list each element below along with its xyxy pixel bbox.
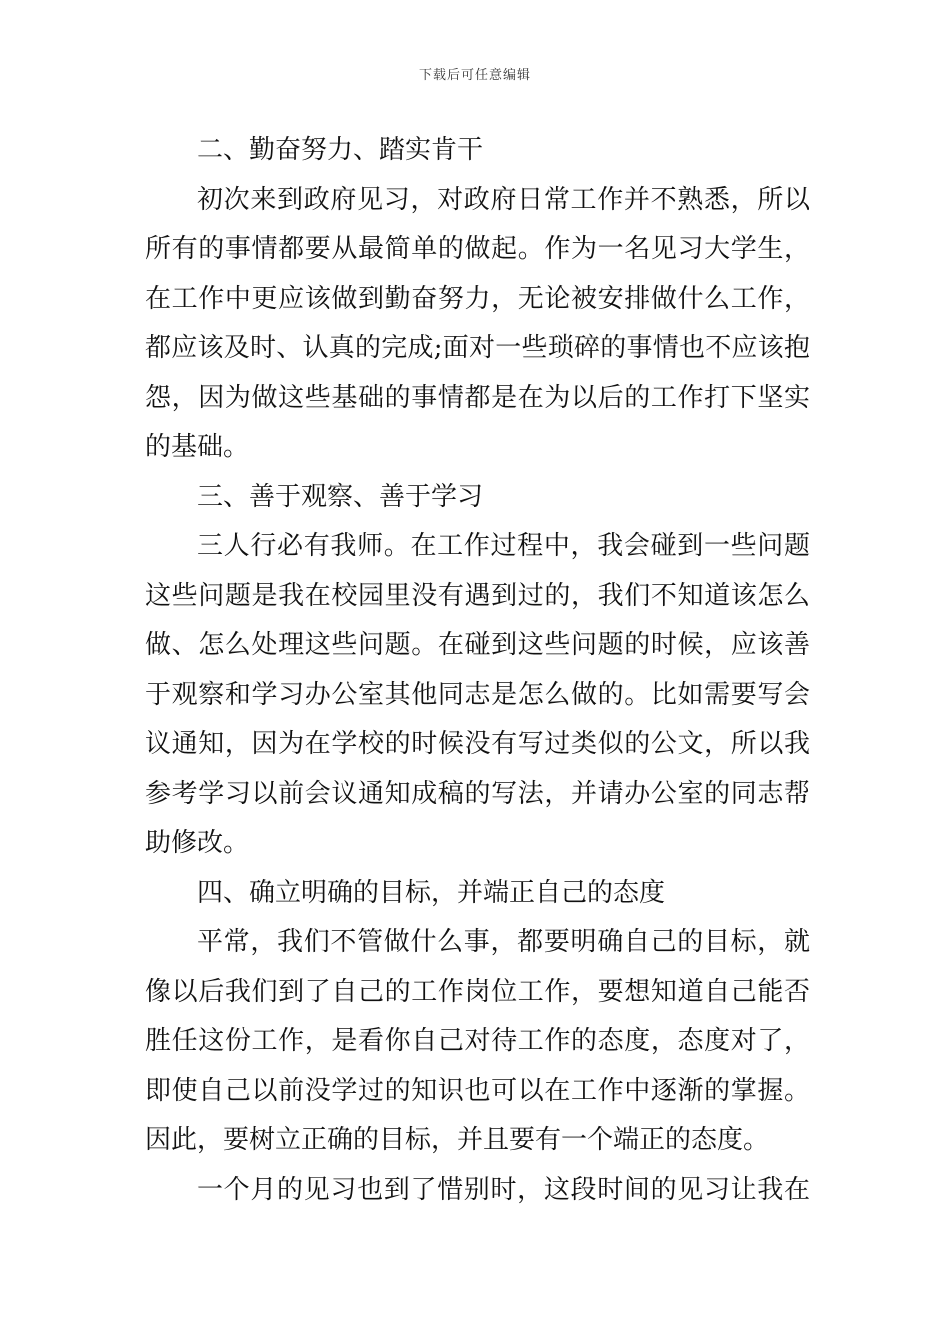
text-line: 三、善于观察、善于学习 [197,481,484,512]
text-line: 胜任这份工作，是看你自己对待工作的态度，态度对了， [145,1026,810,1056]
text-line: 在工作中更应该做到勤奋努力，无论被安排做什么工作， [145,283,810,314]
text-line: 平常，我们不管做什么事，都要明确自己的目标，就 [197,927,810,957]
text-line: 像以后我们到了自己的工作岗位工作，要想知道自己能否 [145,976,810,1007]
text-line: 的基础。 [145,432,250,462]
text-line: 即使自己以前没学过的知识也可以在工作中逐渐的掌握。 [145,1075,810,1106]
text-line: 四、确立明确的目标，并端正自己的态度 [197,877,666,908]
text-line: 参考学习以前会议通知成稿的写法，并请办公室的同志帮 [145,778,810,809]
text-line: 因此，要树立正确的目标，并且要有一个端正的态度。 [145,1125,770,1155]
text-line: 三人行必有我师。在工作过程中，我会碰到一些问题 [197,531,810,561]
text-line: 一个月的见习也到了惜别时，这段时间的见习让我在 [197,1174,810,1205]
text-line: 初次来到政府见习，对政府日常工作并不熟悉，所以 [197,184,810,215]
text-line: 怨，因为做这些基础的事情都是在为以后的工作打下坚实 [145,382,810,413]
text-line: 议通知，因为在学校的时候没有写过类似的公文，所以我 [145,729,810,759]
text-line: 助修改。 [145,828,250,858]
text-line: 二、勤奋努力、踏实肯干 [197,135,484,165]
document-body [145,126,810,1215]
text-line: 都应该及时、认真的完成;面对一些琐碎的事情也不应该抱 [145,333,810,363]
text-line: 做、怎么处理这些问题。在碰到这些问题的时候，应该善 [145,630,810,660]
text-line: 这些问题是我在校园里没有遇到过的，我们不知道该怎么 [145,580,810,611]
text-line: 于观察和学习办公室其他同志是怎么做的。比如需要写会 [145,679,810,710]
text-line: 所有的事情都要从最简单的做起。作为一名见习大学生， [145,234,810,264]
page-header: 下载后可任意编辑 [418,68,531,83]
